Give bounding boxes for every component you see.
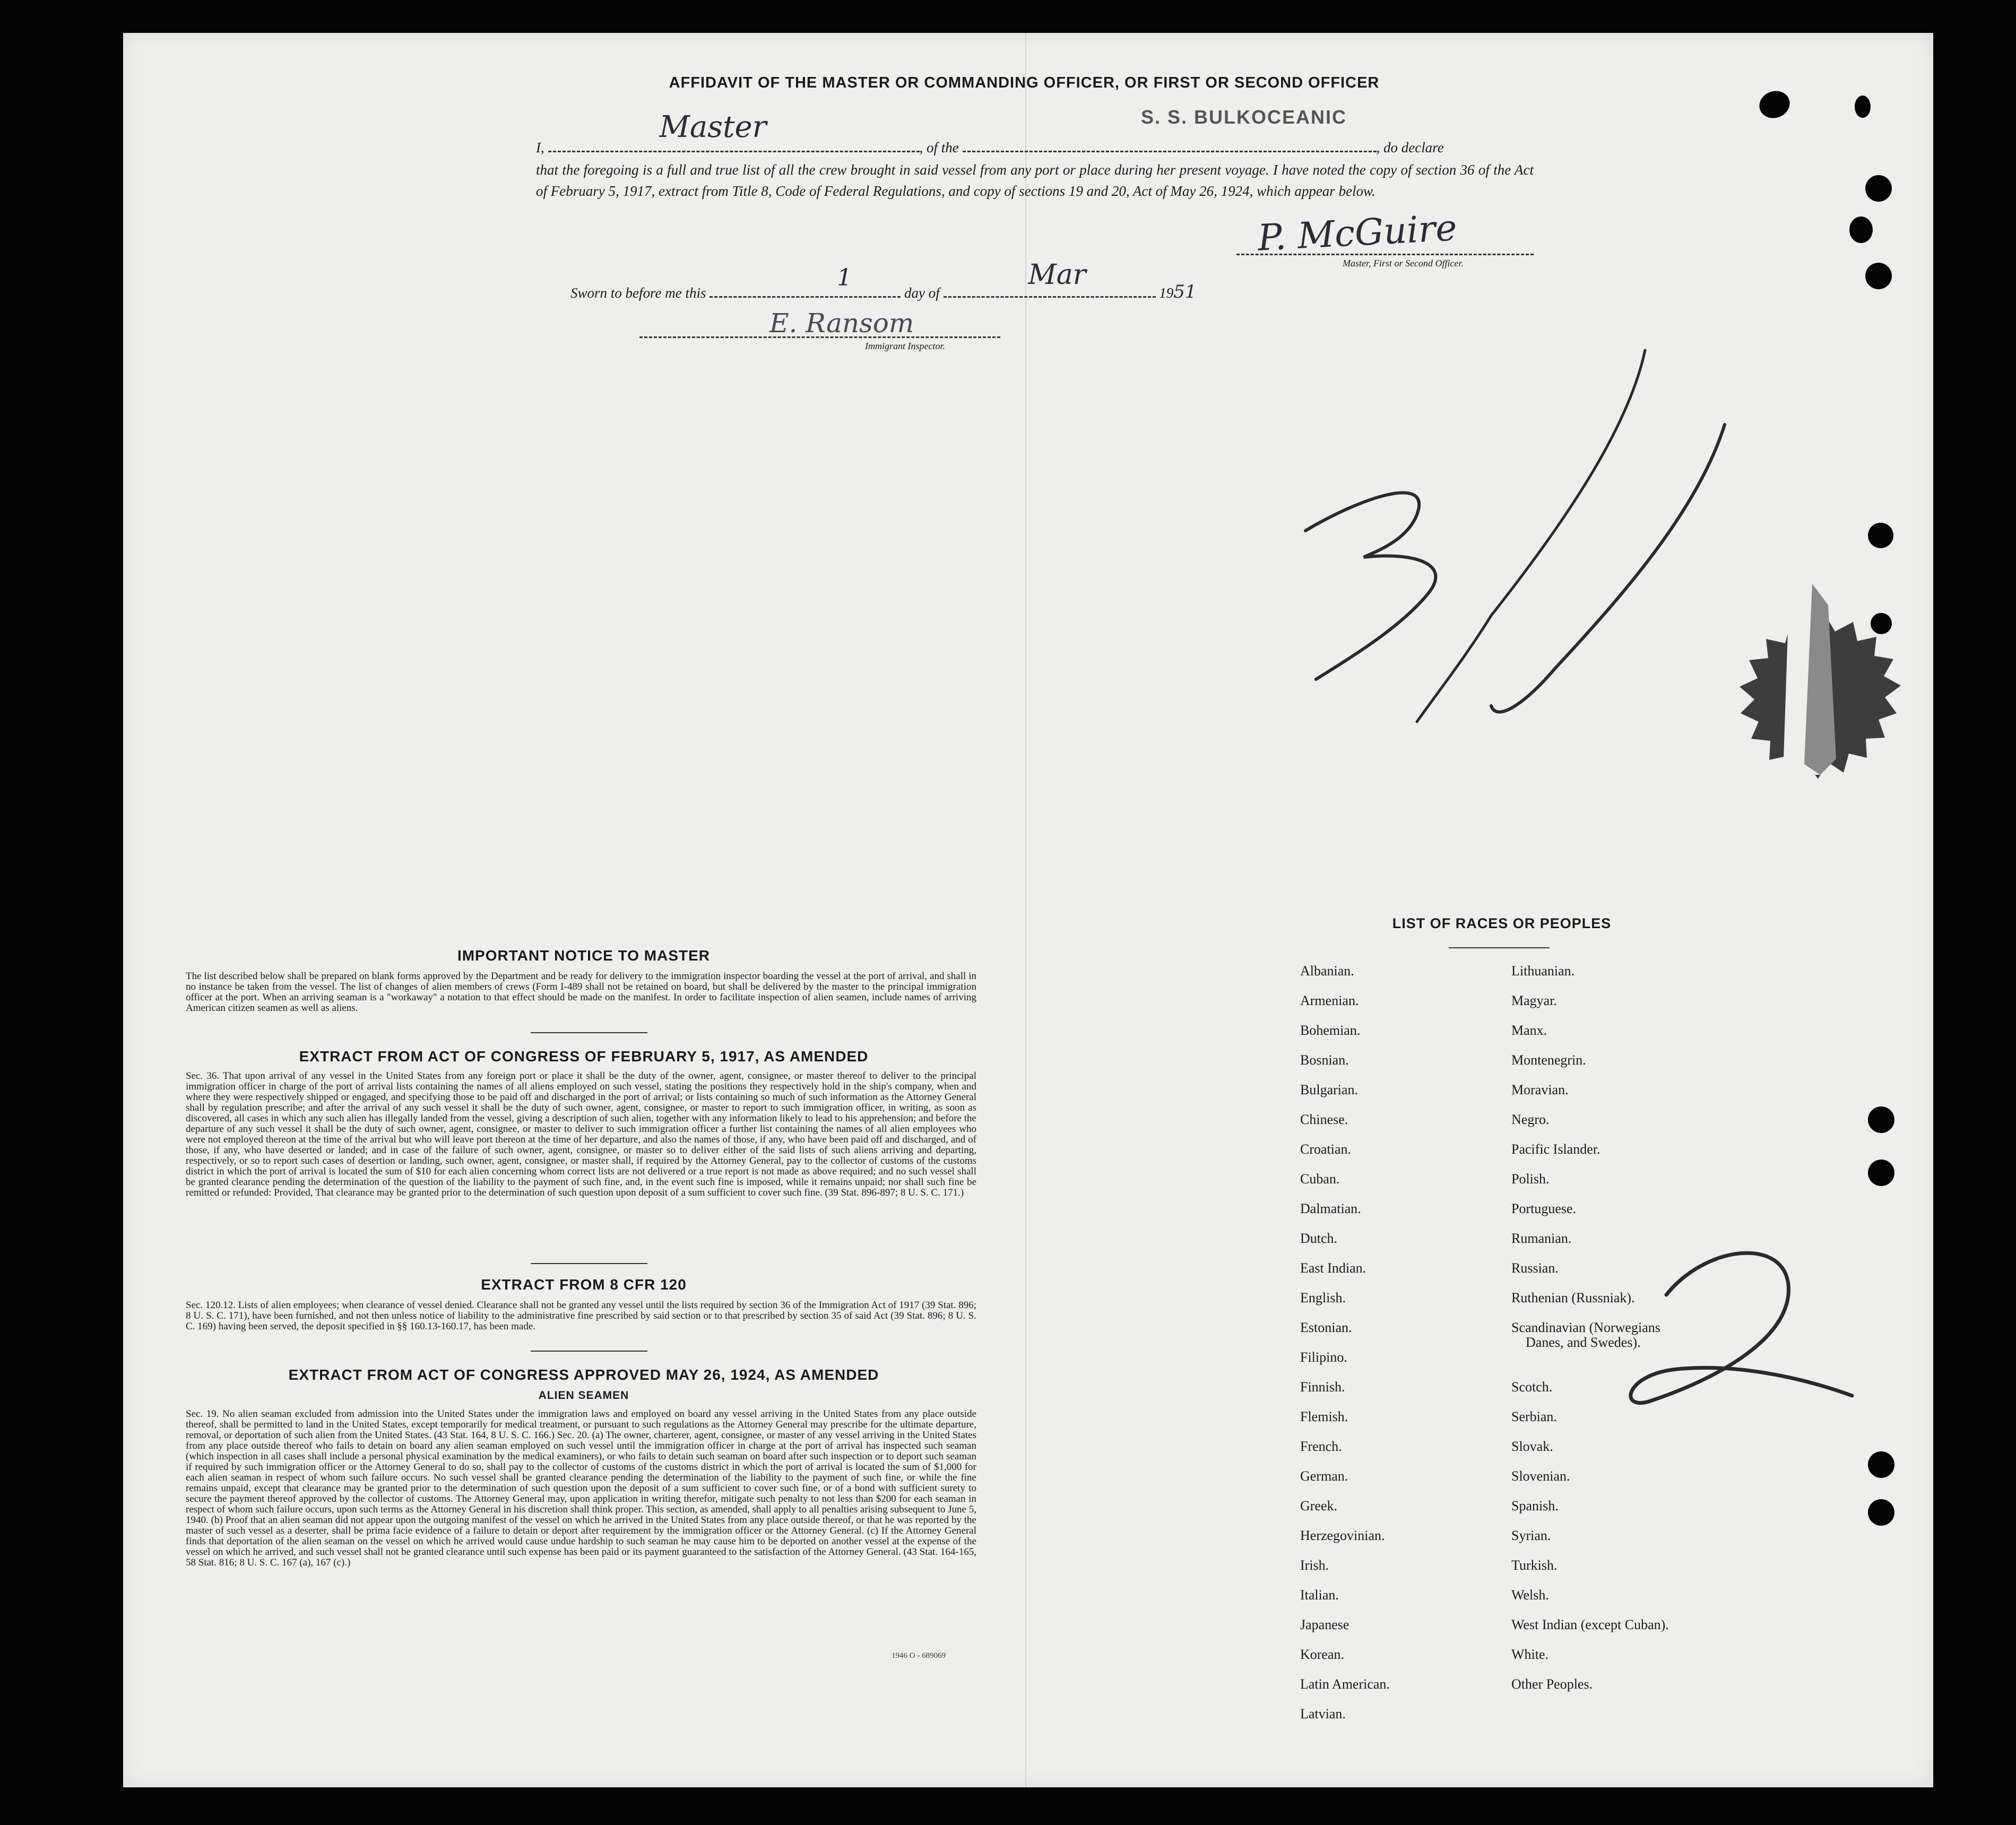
divider (531, 1351, 647, 1352)
race-item: Other Peoples. (1511, 1676, 1593, 1692)
race-item: Latin American. (1300, 1676, 1390, 1692)
seal-drawing (1714, 584, 1937, 807)
race-item: Chinese. (1300, 1112, 1348, 1127)
punch-hole (1865, 263, 1892, 289)
punch-hole (1865, 175, 1892, 202)
extract-cfr-text: Sec. 120.12. Lists of alien employees; when clearance of vessel denied. Clearance shall not be granted any vessel until the lists required by section 36 of the Immigration Act of 1917 (39 Stat. 896; 8 U. S. C. 171), have been furnished, and not then unless notice of liability to the administrative fine prescribed by said section or to that prescribed by section 35 of said Act (39 Stat. 896; 8 U. S. C. 169) having been served, the deposit specified in §§ 160.13-160.17, has been made. (186, 1300, 976, 1332)
punch-hole (1868, 1451, 1894, 1478)
extract-cfr-title: EXTRACT FROM 8 CFR 120 (481, 1276, 687, 1293)
divider (531, 1263, 647, 1264)
declarant-handwritten: Master (659, 110, 767, 144)
sworn-day-field (710, 264, 901, 298)
sworn-day-of: day of (904, 285, 940, 301)
divider (531, 1032, 647, 1033)
race-item: Albanian. (1300, 963, 1354, 979)
extract-1917-title: EXTRACT FROM ACT OF CONGRESS OF FEBRUARY 5, 1917, AS AMENDED (299, 1048, 869, 1065)
race-item: White. (1511, 1647, 1549, 1662)
race-item: Polish. (1511, 1171, 1550, 1187)
race-item: Rumanian. (1511, 1231, 1572, 1246)
race-item: Flemish. (1300, 1409, 1348, 1424)
race-item: Scotch. (1511, 1379, 1553, 1395)
vessel-field (963, 138, 1377, 152)
punch-hole (1849, 217, 1873, 243)
race-item: Finnish. (1300, 1379, 1345, 1395)
extract-1924-text: Sec. 19. No alien seaman excluded from admission into the United States under the immigration laws and employed on board any vessel arriving in the United States from any place outside thereof, shall be permitted to land in the United States, except temporarily for medical treatment, or pursuant to such regulations as the Attorney General may prescribe for the ultimate departure, removal, or deportation of such alien from the United States. (43 Stat. 164, 8 U. S. C. 166.) Sec. 20. (a) The owner, charterer, agent, consignee, or master of any vessel arriving in the United States from any place outside thereof who fails to detain on board any alien seaman employed on such vessel until the immigration officer in charge at the port of arrival has inspected such seaman (which inspection in all cases shall include a personal physical examination by the medical examiners), or who fails to detain such seaman on board after such inspection or to deport such seaman if required by such immigration officer or the Attorney General to do so, shall pay to the collector of customs of the customs district in which the port of arrival is located the sum of $1,000 for each alien seaman in respect of whom such failure occurs. No such vessel shall be granted clearance pending the determination of the liability to the payment of such fine, or while the fine remains unpaid, except that clearance may be granted prior to the determination of such question upon the deposit of a sum sufficient to cover such fine, or of a bond with sufficient surety to secure the payment thereof approved by the collector of customs. The Attorney General may, upon application in writing therefor, mitigate such penalty to not less than $200 for each seaman in respect of whom such failure occurs, upon such terms as the Attorney General in his discretion shall think proper. This section, as amended, shall apply to all penalties arising subsequent to June 5, 1940. (b) Proof that an alien seaman did not appear upon the outgoing manifest of the vessel on which he arrived in the United States from any place outside thereof, or that he was reported by the master of such vessel as a deserter, shall be prima facie evidence of a failure to detain or deport after requirement by the immigration officer or the Attorney General. (c) If the Attorney General finds that deportation of the alien seaman on the vessel on which he arrived would cause undue hardship to such seaman he may cause him to be deported on another vessel at the expense of the vessel on which he arrived, and such vessel shall not be granted clearance until such expense has been paid or its payment guaranteed to the satisfaction of the Attorney General. (43 Stat. 164-165, 58 Stat. 816; 8 U. S. C. 167 (a), 167 (c).) (186, 1408, 976, 1568)
sworn-year: 51 (1173, 281, 1197, 302)
race-item: Scandinavian (Norwegians (1511, 1320, 1660, 1335)
race-item: Armenian. (1300, 993, 1359, 1008)
race-item: Russian. (1511, 1260, 1559, 1276)
race-item: Ruthenian (Russniak). (1511, 1290, 1635, 1305)
extract-1924-title: EXTRACT FROM ACT OF CONGRESS APPROVED MAY 26, 1924, AS AMENDED (288, 1366, 879, 1383)
race-item: Korean. (1300, 1647, 1345, 1662)
extract-1924-subtitle: ALIEN SEAMEN (538, 1389, 629, 1402)
race-item: Moravian. (1511, 1082, 1569, 1097)
race-item: Slovak. (1511, 1439, 1553, 1454)
race-item: Pacific Islander. (1511, 1141, 1600, 1157)
inspector-signature-line (639, 336, 1000, 338)
race-item: Japanese (1300, 1617, 1349, 1632)
race-item: Bosnian. (1300, 1052, 1349, 1068)
race-item: Danes, and Swedes). (1526, 1335, 1641, 1350)
race-item: Manx. (1511, 1023, 1547, 1038)
affidavit-title: AFFIDAVIT OF THE MASTER OR COMMANDING OFFICER, OR FIRST OR SECOND OFFICER (669, 74, 1380, 91)
race-item: Latvian. (1300, 1706, 1346, 1722)
race-item: Filipino. (1300, 1350, 1347, 1365)
declarant-suffix: , do declare (1376, 140, 1444, 155)
notice-text: The list described below shall be prepared on blank forms approved by the Department and be ready for delivery to the immigration inspector boarding the vessel at the port of arrival, and shall in no instance be taken from the vessel. The list of changes of alien members of crews (Form I-489 shall not be retained on board, but shall be delivered by the master to the principal immigration officer at the port. When an arriving seaman is a "workaway" a notation to that effect should be made on the manifest. In order to facilitate inspection of alien seamen, include names of arriving American citizen seamen as well as aliens. (186, 971, 976, 1014)
declaration-text: that the foregoing is a full and true list of all the crew brought in said vessel from any port or place during her present voyage. I have noted the copy of section 36 of the Act of February 5, 1917, extract from Title 8, Code of Federal Regulations, and copy of sections 19 and 20, Act of May 26, 1924, which appear below. (536, 162, 1534, 199)
race-item: Lithuanian. (1511, 963, 1575, 979)
race-item: Irish. (1300, 1558, 1329, 1573)
race-item: Dutch. (1300, 1231, 1338, 1246)
inspector-signature: E. Ransom (769, 308, 914, 339)
print-code: 1946 O - 689069 (892, 1651, 946, 1660)
race-item: Slovenian. (1511, 1468, 1570, 1484)
master-signature-line (1236, 254, 1534, 255)
race-item: Herzegovinian. (1300, 1528, 1385, 1543)
race-item: Italian. (1300, 1587, 1339, 1603)
punch-hole (1868, 523, 1893, 548)
extract-1917-text: Sec. 36. That upon arrival of any vessel in the United States from any foreign port or place it shall be the duty of the owner, agent, consignee, or master thereof to deliver to the principal immigration officer in charge of the port of arrival lists containing the names of all aliens employed on such vessel, stating the positions they respectively hold in the ship's company, when and where they were respectively shipped or engaged, and specifying those to be paid off and discharged in the port of arrival; or lists containing so much of such information as the Attorney General shall by regulation prescribe; and after the arrival of any such vessel it shall be the duty of such owner, agent, consignee, or master to report to such immigration officer, in writing, as soon as discovered, all cases in which any such alien has illegally landed from the vessel, giving a description of such alien, together with any information likely to lead to his apprehension; and before the departure of any such vessel it shall be the duty of such owner, agent, consignee, or master to deliver to such immigration officer a further list containing the names of all alien employees who were not employed thereon at the time of the arrival but who will leave port thereon at the time of her departure, and also the names of those, if any, who have been paid off and discharged, and of those, if any, who have deserted or landed; and in case of the failure of such owner, agent, consignee, or master so to deliver either of the said lists of such aliens arriving and departing, respectively, or so to report such cases of desertion or landing, such owner, agent, consignee, or master shall, if required by the Attorney General, pay to the collector of customs of the customs district in which the port of arrival is located the sum of $10 for each alien concerning whom correct lists are not delivered or a true report is not made as above required; and no such vessel shall be granted clearance pending the determination of the question of the liability to the payment of such fine, and, in the event such fine is imposed, while it remains unpaid; nor shall such fine be remitted or refunded: Provided, That clearance may be granted prior to the determination of such question upon deposit of a sum sufficient to cover such fine. (39 Stat. 896-897; 8 U. S. C. 171.) (186, 1070, 976, 1198)
handwritten-fraction-drawing (1295, 340, 1751, 817)
sworn-year-prefix: 19 (1159, 285, 1174, 301)
race-item: English. (1300, 1290, 1346, 1305)
race-item: Magyar. (1511, 993, 1557, 1008)
race-item: Syrian. (1511, 1528, 1551, 1543)
sworn-prefix: Sworn to before me this (570, 285, 706, 301)
ship-stamp: S. S. BULKOCEANIC (1141, 106, 1347, 128)
punch-hole (1868, 1160, 1894, 1186)
notice-title: IMPORTANT NOTICE TO MASTER (457, 947, 711, 964)
inspector-label: Immigrant Inspector. (865, 341, 945, 351)
punch-hole (1868, 1106, 1894, 1133)
sworn-month: Mar (1028, 259, 1086, 291)
declarant-middle: , of the (919, 140, 959, 155)
race-item: Estonian. (1300, 1320, 1352, 1335)
race-item: Bohemian. (1300, 1023, 1361, 1038)
sworn-day: 1 (837, 264, 852, 291)
race-item: Dalmatian. (1300, 1201, 1361, 1216)
race-item: East Indian. (1300, 1260, 1366, 1276)
race-item: French. (1300, 1439, 1342, 1454)
punch-hole (1855, 96, 1871, 118)
race-item: Cuban. (1300, 1171, 1340, 1187)
race-item: Welsh. (1511, 1587, 1549, 1603)
race-item: West Indian (except Cuban). (1511, 1617, 1669, 1632)
declarant-prefix: I, (536, 140, 544, 155)
master-signature: P. McGuire (1257, 207, 1458, 260)
punch-hole (1868, 1499, 1894, 1526)
race-item: Croatian. (1300, 1141, 1352, 1157)
declarant-field (548, 110, 920, 152)
race-item: Turkish. (1511, 1558, 1558, 1573)
race-item: Greek. (1300, 1498, 1338, 1513)
race-item: Montenegrin. (1511, 1052, 1586, 1068)
sworn-line (570, 259, 1313, 304)
race-item: Bulgarian. (1300, 1082, 1359, 1097)
handwritten-fraction-3-1 (1295, 340, 1751, 817)
punch-hole (1871, 613, 1892, 634)
races-title: LIST OF RACES OR PEOPLES (1392, 915, 1612, 931)
sworn-month-field (944, 259, 1156, 298)
master-signature-label: Master, First or Second Officer. (1343, 258, 1464, 269)
race-item: Portuguese. (1511, 1201, 1577, 1216)
race-item: Negro. (1511, 1112, 1550, 1127)
embossed-seal (1714, 584, 1937, 807)
race-item: German. (1300, 1468, 1348, 1484)
divider (1449, 947, 1550, 948)
race-item: Serbian. (1511, 1409, 1557, 1424)
race-item: Spanish. (1511, 1498, 1559, 1513)
